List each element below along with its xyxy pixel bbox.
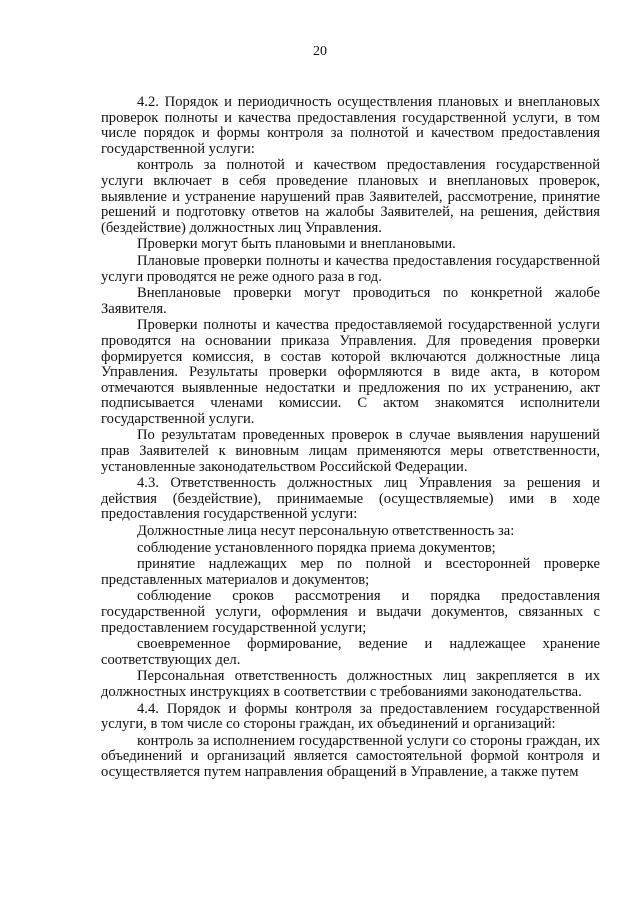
- paragraph: По результатам проведенных проверок в случае выявления нарушений прав Заявителей к виновным лицам применяются меры ответственности, установленные законодательством Российской Федерации.: [101, 427, 600, 475]
- paragraph-4-4-heading: 4.4. Порядок и формы контроля за предоставлением государственной услуги, в том числе со стороны граждан, их объединений и организаций:: [101, 700, 600, 733]
- paragraph-4-2-heading: 4.2. Порядок и периодичность осуществления плановых и внеплановых проверок полноты и качества предоставления государственной услуги, в том числе порядок и формы контроля за полнотой и качеством предоставления государственной услуги:: [101, 94, 600, 157]
- list-item: своевременное формирование, ведение и надлежащее хранение соответствующих дел.: [101, 636, 600, 668]
- paragraph: Плановые проверки полноты и качества предоставления государственной услуги проводятся не реже одного раза в год.: [101, 252, 600, 285]
- paragraph: Внеплановые проверки могут проводиться по конкретной жалобе Заявителя.: [101, 285, 600, 317]
- paragraph: Проверки могут быть плановыми и внеплановыми.: [137, 236, 456, 253]
- list-item: соблюдение установленного порядка приема документов;: [137, 539, 496, 556]
- list-item: соблюдение сроков рассмотрения и порядка предоставления государственной услуги, оформления и выдачи документов, связанных с предоставлением государственной услуги;: [101, 588, 600, 636]
- paragraph-4-3-heading: 4.3. Ответственность должностных лиц Управления за решения и действия (бездействие), принимаемые (осуществляемые) ими в ходе предоставления государственной услуги:: [101, 475, 600, 523]
- document-body: [101, 95, 600, 782]
- paragraph: Проверки полноты и качества предоставляемой государственной услуги проводятся на основании приказа Управления. Для проведения проверки формируется комиссия, в состав которой включаются должностные лица Управления. Результаты проверки оформляются в виде акта, в котором отмечаются выявленные недостатки и предложения по их устранению, акт подписывается членами комиссии. С актом знакомятся исполнители государственной услуги.: [101, 317, 600, 427]
- paragraph: Персональная ответственность должностных лиц закрепляется в их должностных инструкциях в соответствии с требованиями законодательства.: [101, 668, 600, 700]
- list-item: принятие надлежащих мер по полной и всесторонней проверке представленных материалов и документов;: [101, 556, 600, 588]
- page-number: 20: [313, 44, 327, 59]
- paragraph: Должностные лица несут персональную ответственность за:: [137, 523, 515, 540]
- paragraph: контроль за полнотой и качеством предоставления государственной услуги включает в себя проведение плановых и внеплановых проверок, выявление и устранение нарушений прав Заявителей, рассмотрение, принятие решений и подготовку ответов на жалобы Заявителей, на решения, действия (бездействие) должностных лиц Управления.: [101, 157, 600, 236]
- paragraph: контроль за исполнением государственной услуги со стороны граждан, их объединений и организаций является самостоятельной формой контроля и осуществляется путем направления обращений в Управление, а также путем: [101, 732, 600, 780]
